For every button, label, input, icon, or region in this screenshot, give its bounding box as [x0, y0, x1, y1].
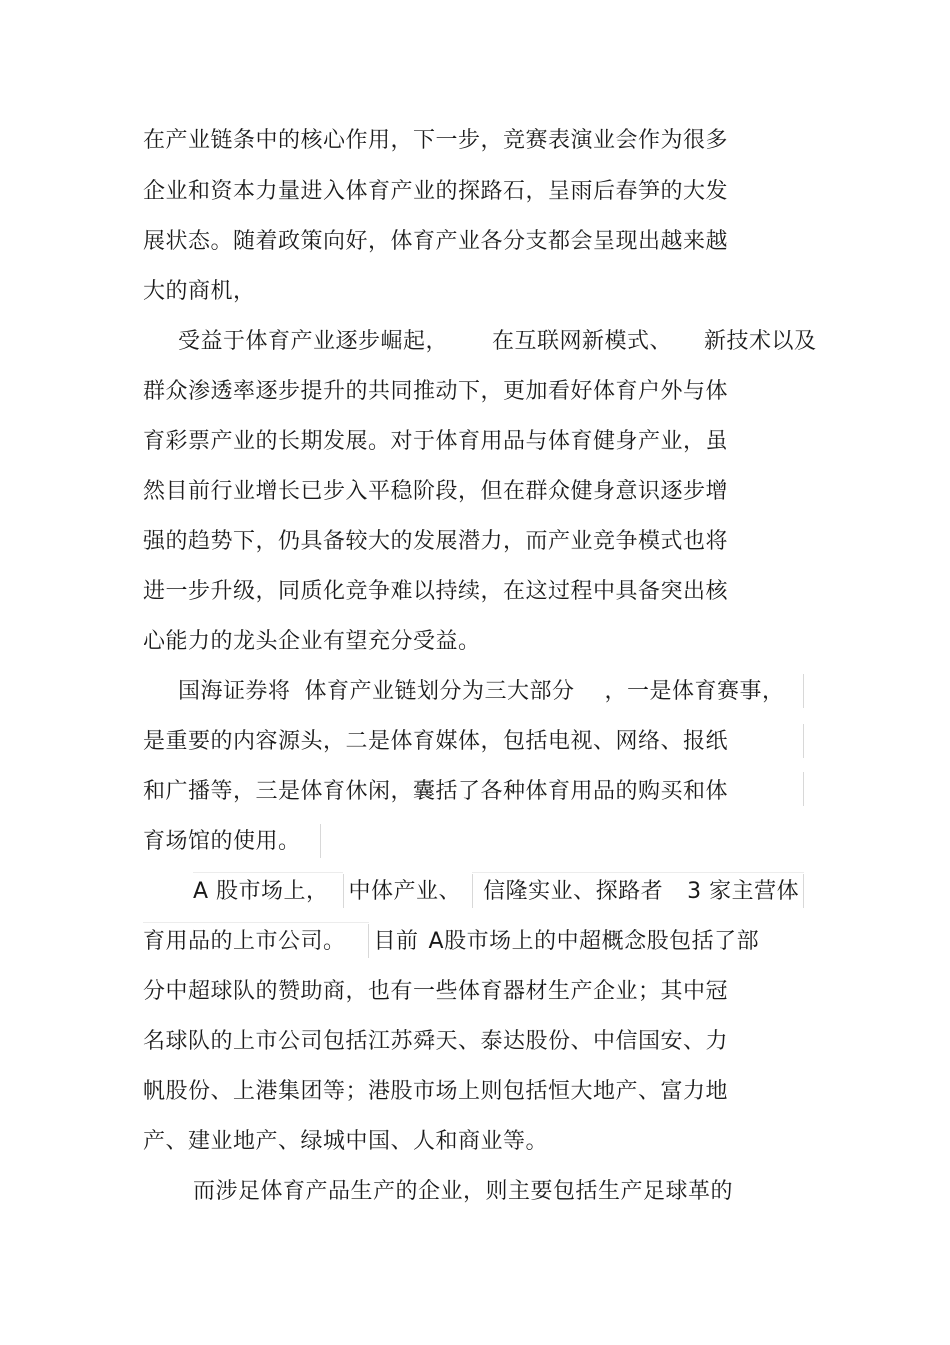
text-fragment: ，一是体育赛事， — [604, 679, 785, 704]
text-fragment: 信隆实业、探路者 — [483, 879, 664, 904]
text-line: 育场馆的使用。 — [143, 829, 301, 854]
text-line: 分中超球队的赞助商，也有一些体育器材生产企业；其中冠 — [143, 979, 729, 1004]
text-line — [178, 672, 785, 712]
box-edge — [803, 674, 804, 708]
text-line: 企业和资本力量进入体育产业的探路石，呈雨后春笋的大发 — [143, 179, 729, 204]
box-edge — [320, 824, 321, 858]
box-edge — [803, 772, 804, 806]
text-line: 进一步升级，同质化竞争难以持续，在这过程中具备突出核 — [143, 579, 729, 604]
text-fragment: 3 家主营体 — [687, 879, 800, 904]
text-fragment: 国海证券将 — [178, 679, 291, 704]
text-line — [178, 322, 817, 362]
text-line: 帆股份、上港集团等；港股市场上则包括恒大地产、富力地 — [143, 1079, 729, 1104]
box-edge — [343, 874, 344, 908]
box-edge — [803, 874, 804, 908]
text-line: 产、建业地产、绿城中国、人和商业等。 — [143, 1129, 549, 1154]
text-line: 而涉足体育产品生产的企业，则主要包括生产足球革的 — [193, 1179, 734, 1204]
text-fragment: A股市场上的中超概念股包括了部 — [428, 929, 760, 954]
text-fragment: 受益于体育产业逐步崛起， — [178, 329, 449, 354]
text-line: 大的商机， — [143, 279, 256, 304]
text-fragment: 目前 — [373, 929, 419, 954]
text-line: 然目前行业增长已步入平稳阶段，但在群众健身意识逐步增 — [143, 479, 729, 504]
box-edge — [472, 872, 804, 873]
text-line — [143, 922, 759, 962]
text-line: 在产业链条中的核心作用，下一步，竞赛表演业会作为很多 — [143, 128, 729, 153]
text-line: 育彩票产业的长期发展。对于体育用品与体育健身产业，虽 — [143, 429, 729, 454]
text-line: 和广播等，三是体育休闲，囊括了各种体育用品的购买和体 — [143, 779, 729, 804]
text-line — [193, 872, 799, 912]
text-line: 是重要的内容源头，二是体育媒体，包括电视、网络、报纸 — [143, 729, 729, 754]
text-fragment: 中体产业、 — [348, 879, 462, 904]
text-fragment: 新技术以及 — [704, 329, 817, 354]
box-edge — [193, 872, 343, 873]
box-edge — [472, 874, 473, 908]
text-fragment: 体育产业链划分为三大部分 — [304, 679, 575, 704]
text-fragment: 育用品的上市公司。 — [143, 929, 346, 954]
box-edge — [803, 724, 804, 758]
text-line: 心能力的龙头企业有望充分受益。 — [143, 629, 481, 654]
text-line: 展状态。随着政策向好，体育产业各分支都会呈现出越来越 — [143, 229, 729, 254]
box-edge — [143, 922, 369, 923]
text-fragment: 在互联网新模式、 — [492, 329, 673, 354]
text-line: 强的趋势下，仍具备较大的发展潜力，而产业竞争模式也将 — [143, 529, 729, 554]
text-line: 名球队的上市公司包括江苏舜天、泰达股份、中信国安、力 — [143, 1029, 729, 1054]
text-line: 群众渗透率逐步提升的共同推动下，更加看好体育户外与体 — [143, 379, 729, 404]
box-edge — [368, 924, 369, 958]
text-fragment: A 股市场上， — [193, 879, 329, 904]
